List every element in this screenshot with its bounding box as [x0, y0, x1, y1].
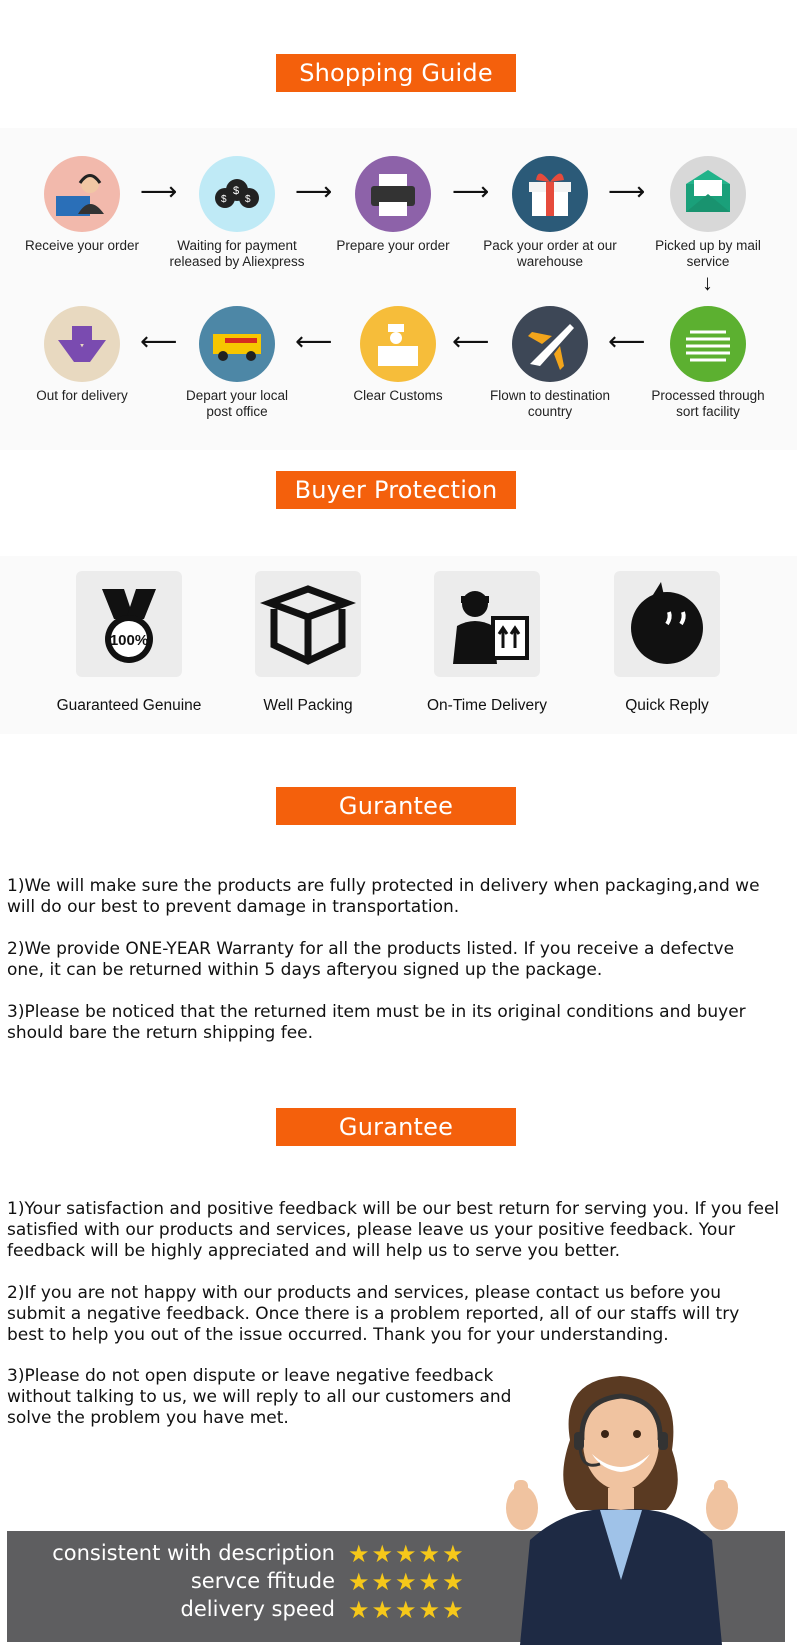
feature-on-time-delivery	[397, 571, 577, 715]
star-rating-icon: ★★★★★	[348, 1597, 466, 1624]
arrow-left-icon: ⟵	[452, 326, 490, 356]
star-rating-icon: ★★★★★	[348, 1569, 466, 1596]
courier-icon	[434, 571, 540, 677]
guarantee-banner-2: Gurantee	[276, 1108, 516, 1146]
step-waiting-payment	[157, 156, 317, 270]
delivery-truck-icon	[199, 306, 275, 382]
mail-envelope-icon	[670, 156, 746, 232]
feature-guaranteed-genuine	[39, 571, 219, 715]
step-label: Flown to destination country	[489, 388, 611, 419]
step-depart-post-office	[157, 306, 317, 420]
arrow-right-icon: ⟶	[608, 176, 646, 206]
rating-label-description: consistent with description	[52, 1541, 335, 1565]
step-label: Picked up by mail service	[655, 238, 761, 269]
step-label: Processed through sort facility	[651, 388, 765, 419]
arrow-left-icon: ⟵	[295, 326, 333, 356]
chat-bubble-icon	[614, 571, 720, 677]
step-out-for-delivery	[2, 306, 162, 404]
step-label: Depart your local post office	[185, 388, 289, 419]
step-label: Pack your order at our warehouse	[483, 238, 617, 269]
step-clear-customs	[318, 306, 478, 404]
guarantee-2-paragraph-3: 3)Please do not open dispute or leave negative feedback without talking to us, we will reply to all our customers and solve the problem you have met.	[7, 1366, 512, 1428]
shopping-guide-banner: Shopping Guide	[276, 54, 516, 92]
step-label: Prepare your order	[336, 238, 450, 253]
svg-text:$: $	[245, 194, 251, 205]
feature-label: Quick Reply	[625, 697, 709, 714]
sort-lines-icon	[670, 306, 746, 382]
arrow-left-icon: ⟵	[608, 326, 646, 356]
step-prepare-order	[313, 156, 473, 254]
step-label: Waiting for payment released by Aliexpress	[169, 238, 305, 269]
feature-label: Guaranteed Genuine	[56, 697, 202, 714]
hands-box-icon	[44, 306, 120, 382]
buyer-protection-banner: Buyer Protection	[276, 471, 516, 509]
money-bags-icon	[199, 156, 275, 232]
rating-label-delivery-speed: delivery speed	[180, 1597, 335, 1621]
gift-box-icon	[512, 156, 588, 232]
arrow-left-icon: ⟵	[140, 326, 178, 356]
guarantee-2-paragraph-2: 2)If you are not happy with our products and services, please contact us before you submit a negative feedback. Once there is a problem reported, all of our staffs will try best to help you out of the issue occurred. Thank you for your understanding.	[7, 1283, 740, 1345]
feature-quick-reply	[577, 571, 757, 715]
medal-100-icon	[76, 571, 182, 677]
arrow-right-icon: ⟶	[452, 176, 490, 206]
guarantee-1-paragraph-2: 2)We provide ONE-YEAR Warranty for all the products listed. If you receive a defectve one, it can be returned within 5 days afteryou signed up the package.	[7, 939, 735, 980]
svg-text:$: $	[221, 194, 227, 205]
guarantee-banner-1: Gurantee	[276, 787, 516, 825]
guarantee-1-paragraph-1: 1)We will make sure the products are fully protected in delivery when packaging,and we will do our best to prevent damage in transportation.	[7, 876, 760, 917]
guarantee-1-paragraph-3: 3)Please be noticed that the returned item must be in its original conditions and buyer should bare the return shipping fee.	[7, 1002, 746, 1043]
airplane-icon	[512, 306, 588, 382]
customs-officer-icon	[360, 306, 436, 382]
svg-text:$: $	[233, 185, 240, 197]
step-picked-up	[628, 156, 788, 270]
step-sort-facility	[628, 306, 788, 420]
star-rating-icon: ★★★★★	[348, 1541, 466, 1568]
step-label: Receive your order	[24, 238, 140, 253]
step-flown	[470, 306, 630, 420]
customer-service-icon	[44, 156, 120, 232]
feature-label: Well Packing	[263, 697, 353, 714]
rating-label-attitude: servce ffitude	[190, 1569, 335, 1593]
arrow-down-icon: ↓	[702, 270, 713, 295]
open-box-icon	[255, 571, 361, 677]
printer-icon	[355, 156, 431, 232]
step-label: Out for delivery	[36, 388, 128, 403]
step-label: Clear Customs	[353, 388, 443, 403]
support-agent-thumbs-up-image	[500, 1370, 740, 1645]
arrow-right-icon: ⟶	[295, 176, 333, 206]
feature-label: On-Time Delivery	[427, 697, 547, 714]
arrow-right-icon: ⟶	[140, 176, 178, 206]
step-receive-order	[2, 156, 162, 254]
svg-text:100%: 100%	[109, 632, 149, 649]
guarantee-2-paragraph-1: 1)Your satisfaction and positive feedback will be our best return for serving you. If you feel satisfied with our products and services, please leave us your positive feedback. Your feedback will be highly appreciated and will help us to serve you better.	[7, 1199, 780, 1261]
feature-well-packing	[218, 571, 398, 715]
step-pack-order	[470, 156, 630, 270]
